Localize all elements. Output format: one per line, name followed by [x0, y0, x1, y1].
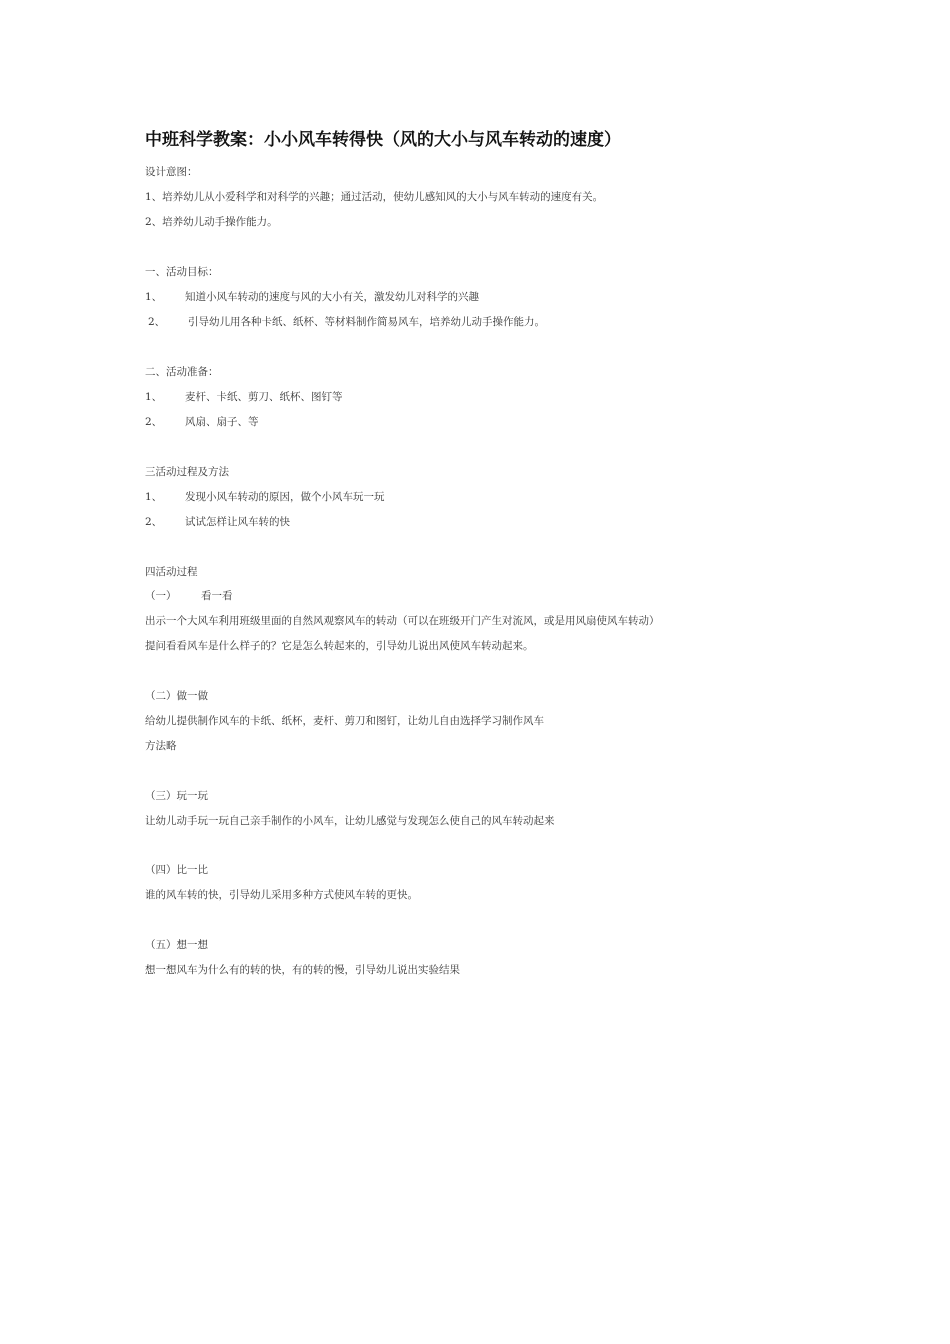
method-number: 2、 [145, 516, 163, 528]
step-line: 让幼儿动手玩一玩自己亲手制作的小风车，让幼儿感觉与发现怎么使自己的风车转动起来 [145, 815, 555, 827]
step-number: （一） [145, 590, 177, 602]
step-line: 方法略 [145, 740, 177, 752]
goal-text: 知道小风车转动的速度与风的大小有关，激发幼儿对科学的兴趣 [185, 291, 479, 303]
method-number: 1、 [145, 491, 163, 503]
step-title: 看一看 [201, 590, 233, 602]
goal-item [148, 315, 545, 329]
goals-heading: 一、活动目标： [145, 266, 219, 278]
goal-number: 2、 [148, 316, 166, 328]
method-item [145, 515, 290, 529]
method-text: 发现小风车转动的原因，做个小风车玩一玩 [185, 491, 385, 503]
design-intent-item: 2、培养幼儿动手操作能力。 [145, 216, 278, 228]
preparation-heading: 二、活动准备： [145, 366, 219, 378]
design-intent-item: 1、培养幼儿从小爱科学和对科学的兴趣；通过活动，使幼儿感知风的大小与风车转动的速度有关。 [145, 191, 604, 203]
preparation-number: 2、 [145, 416, 163, 428]
step-line: 出示一个大风车利用班级里面的自然风观察风车的转动（可以在班级开门产生对流风，或是用风扇使风车转动） [145, 615, 660, 627]
preparation-item [145, 415, 259, 429]
step-heading: （四）比一比 [145, 864, 208, 876]
methods-heading: 三活动过程及方法 [145, 466, 229, 478]
method-text: 试试怎样让风车转的快 [185, 516, 290, 528]
preparation-text: 风扇、扇子、等 [185, 416, 259, 428]
goal-number: 1、 [145, 291, 163, 303]
step-line: 想一想风车为什么有的转的快，有的转的慢，引导幼儿说出实验结果 [145, 964, 460, 976]
process-heading: 四活动过程 [145, 566, 198, 578]
step-line: 提问看看风车是什么样子的？它是怎么转起来的，引导幼儿说出风使风车转动起来。 [145, 640, 534, 652]
goal-text: 引导幼儿用各种卡纸、纸杯、等材料制作简易风车，培养幼儿动手操作能力。 [188, 316, 545, 328]
step-heading: （二）做一做 [145, 690, 208, 702]
preparation-number: 1、 [145, 391, 163, 403]
step-heading [145, 589, 233, 603]
goal-item [145, 290, 479, 304]
design-intent-heading: 设计意图： [145, 166, 198, 178]
step-heading: （三）玩一玩 [145, 790, 208, 802]
step-line: 给幼儿提供制作风车的卡纸、纸杯，麦杆、剪刀和图钉，让幼儿自由选择学习制作风车 [145, 715, 544, 727]
method-item [145, 490, 385, 504]
document-title: 中班科学教案：小小风车转得快（风的大小与风车转动的速度） [145, 130, 621, 150]
preparation-item [145, 390, 343, 404]
preparation-text: 麦杆、卡纸、剪刀、纸杯、图钉等 [185, 391, 343, 403]
step-heading: （五）想一想 [145, 939, 208, 951]
step-line: 谁的风车转的快，引导幼儿采用多种方式使风车转的更快。 [145, 889, 418, 901]
